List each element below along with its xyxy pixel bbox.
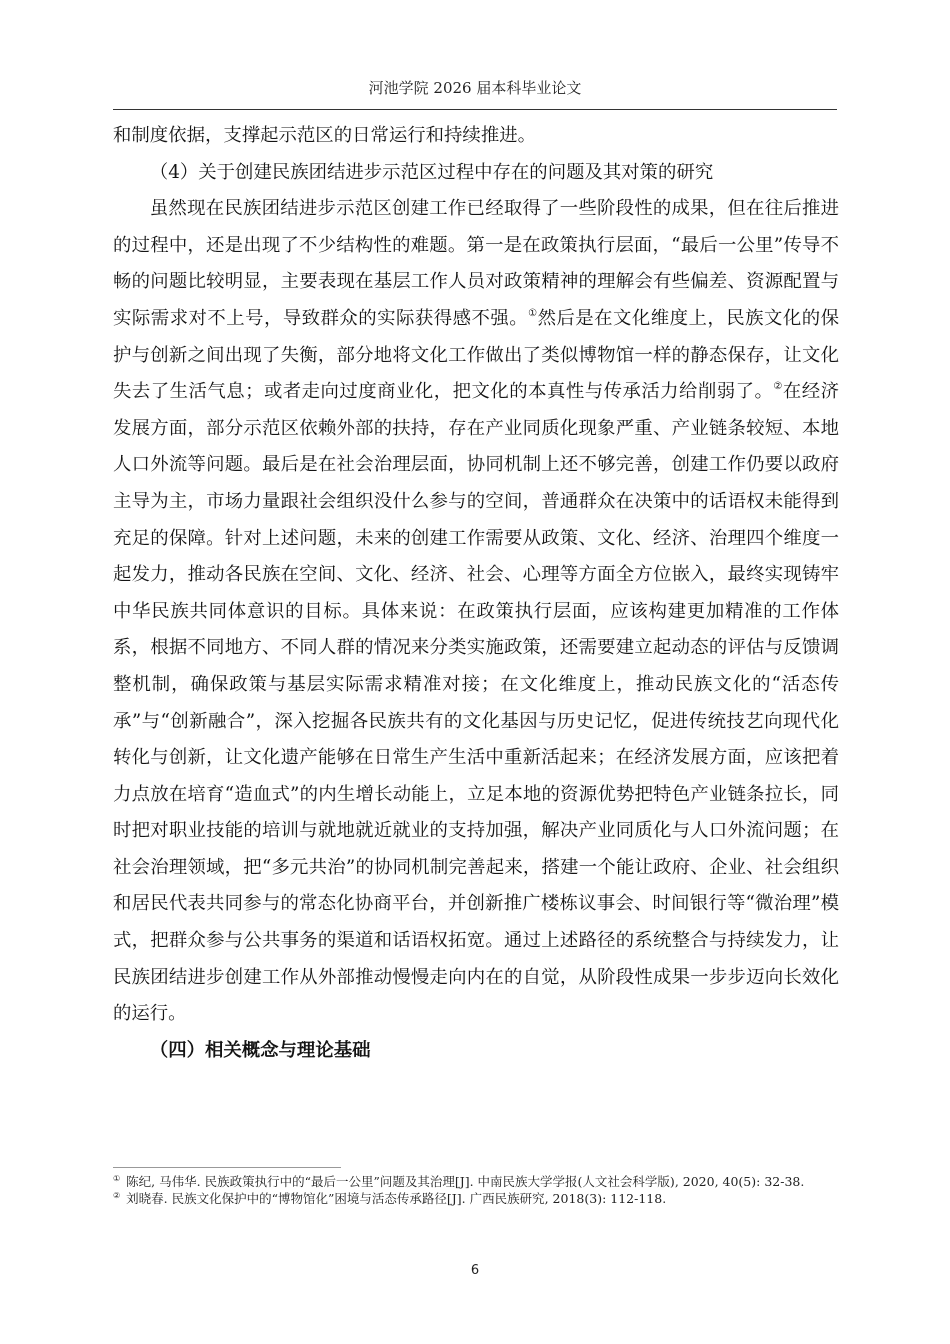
paragraph-main-part-2: 然后是在文化维度上，民族文化的保护与创新之间出现了失衡，部分地将文化工作做出了类似博物馆一样的静态保存，让文化失去了生活气息；或者走向过度商业化，把文化的本真性与传承活力给削弱了。 [113,307,839,403]
footnote-1-text: 陈纪, 马伟华. 民族政策执行中的“最后一公里”问题及其治理[J]. 中南民族大学学报(人文社会科学版), 2020, 40(5): 32-38. [126,1174,805,1189]
footnote-ref-1[interactable]: ① [528,307,538,319]
footnote-ref-2[interactable]: ② [773,381,783,393]
footnote-2 [113,1190,839,1207]
footnotes [113,1173,839,1207]
body-text [113,118,839,1069]
paragraph-main-part-1: 虽然现在民族团结进步示范区创建工作已经取得了一些阶段性的成果，但在往后推进的过程中，还是出现了不少结构性的难题。第一是在政策执行层面，“最后一公里”传导不畅的问题比较明显，主要表现在基层工作人员对政策精神的理解会有些偏差、资源配置与实际需求对不上号，导致群众的实际获得感不强。 [113,198,839,329]
header-rule [113,109,837,110]
footnote-1-mark: ① [113,1174,121,1183]
footnote-2-mark: ② [113,1191,121,1200]
page-number: 6 [470,1263,480,1278]
footnote-1 [113,1173,839,1190]
footnote-2-text: 刘晓春. 民族文化保护中的“博物馆化”困境与活态传承路径[J]. 广西民族研究, 2018(3): 112-118. [126,1191,667,1206]
footnote-separator [113,1167,341,1168]
paragraph-main [113,191,839,1033]
running-header: 河池学院 2026 届本科毕业论文 [368,79,582,97]
paragraph-continuation: 和制度依据，支撑起示范区的日常运行和持续推进。 [113,125,536,146]
paragraph-main-part-3: 在经济发展方面，部分示范区依赖外部的扶持，存在产业同质化现象严重、产业链条较短、本地人口外流等问题。最后是在社会治理层面，协同机制上还不够完善，创建工作仍要以政府主导为主，市场力量跟社会组织没什么参与的空间，普通群众在决策中的话语权未能得到充足的保障。针对上述问题，未来的创建工作需要从政策、文化、经济、治理四个维度一起发力，推动各民族在空间、文化、经济、社会、心理等方面全方位嵌入，最终实现铸牢中华民族共同体意识的目标。具体来说：在政策执行层面，应该构建更加精准的工作体系，根据不同地方、不同人群的情况来分类实施政策，还需要建立起动态的评估与反馈调整机制，确保政策与基层实际需求精准对接；在文化维度上，推动民族文化的“活态传承”与“创新融合”，深入挖掘各民族共有的文化基因与历史记忆，促进传统技艺向现代化转化与创新，让文化遗产能够在日常生产生活中重新活起来；在经济发展方面，应该把着力点放在培育“造血式”的内生增长动能上，立足本地的资源优势把特色产业链条拉长，同时把对职业技能的培训与就地就近就业的支持加强，解决产业同质化与人口外流问题；在社会治理领域，把“多元共治”的协同机制完善起来，搭建一个能让政府、企业、社会组织和居民代表共同参与的常态化协商平台，并创新推广楼栋议事会、时间银行等“微治理”模式，把群众参与公共事务的渠道和话语权拓宽。通过上述路径的系统整合与持续发力，让民族团结进步创建工作从外部推动慢慢走向内在的自觉，从阶段性成果一步步迈向长效化的运行。 [113,381,839,1025]
subsection-heading: （4）关于创建民族团结进步示范区过程中存在的问题及其对策的研究 [149,161,714,183]
section-heading: （四）相关概念与理论基础 [149,1039,371,1061]
